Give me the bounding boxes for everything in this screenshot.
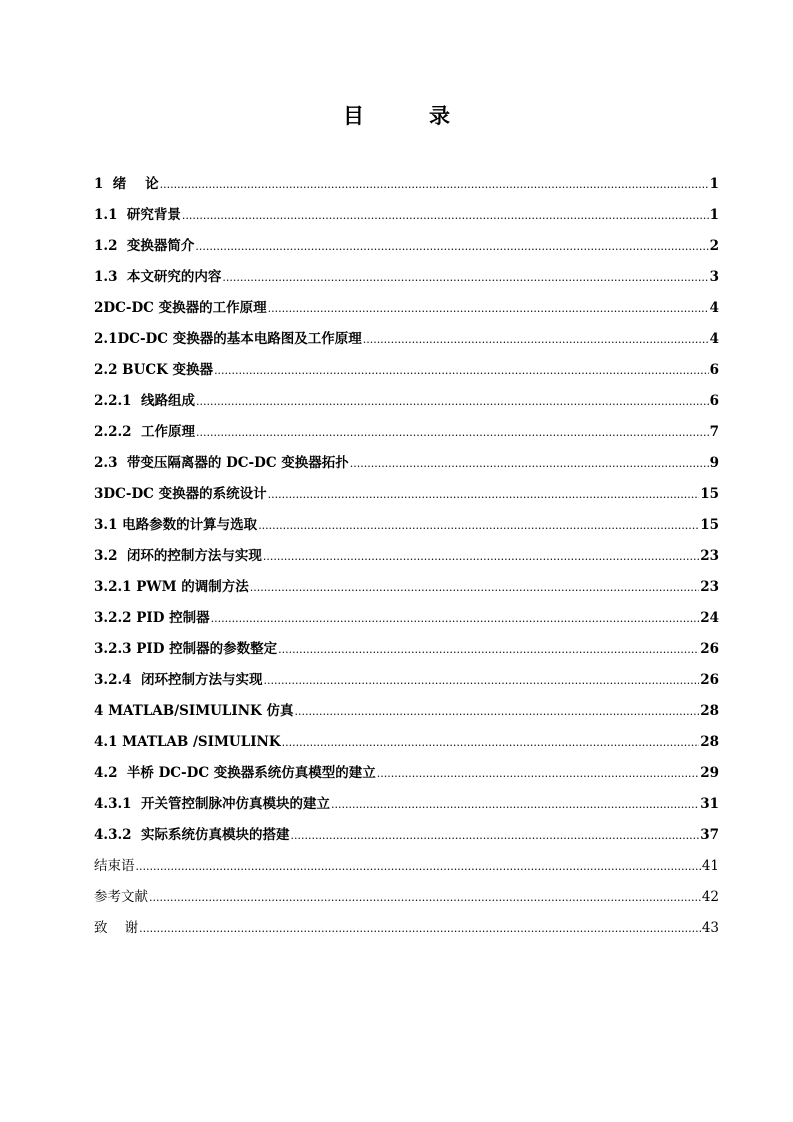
toc-entry[interactable] [94,697,719,728]
toc-entry-label: 4.1 MATLAB /SIMULINK [94,734,281,750]
dot-leader [263,543,699,571]
toc-entry-page: 28 [700,703,719,719]
toc-entry-page: 31 [700,796,719,812]
dot-leader [282,729,700,757]
toc-entry[interactable] [94,635,719,666]
toc-entry[interactable] [94,201,719,232]
toc-entry-page: 23 [700,579,719,595]
toc-entry-label: 4 MATLAB/SIMULINK 仿真 [94,703,294,719]
toc-entry-page: 4 [709,331,719,347]
dot-leader [350,450,709,478]
toc-entry-page: 3 [709,269,719,285]
toc-entry-page: 42 [701,889,719,905]
toc-entry[interactable] [94,604,719,635]
toc-entry-page: 2 [709,238,719,254]
toc-entry-label: 2.3 带变压隔离器的 DC-DC 变换器拓扑 [94,455,349,471]
toc-entry-label: 3.2.4 闭环控制方法与实现 [94,672,263,688]
toc-entry-label: 1 绪 论 [94,176,159,192]
dot-leader [149,884,701,912]
dot-leader [278,636,699,664]
dot-leader [268,295,709,323]
toc-entry[interactable] [94,914,719,945]
toc-entry-page: 41 [701,858,719,874]
dot-leader [196,419,709,447]
toc-entry-label: 1.1 研究背景 [94,207,181,223]
toc-entry-page: 1 [709,176,719,192]
toc-entry-page: 23 [700,548,719,564]
toc-entry-page: 26 [700,672,719,688]
toc-entry[interactable] [94,511,719,542]
toc-entry-label: 4.3.2 实际系统仿真模块的搭建 [94,827,290,843]
toc-entry-page: 43 [701,920,719,936]
toc-entry-page: 29 [700,765,719,781]
toc-entry-page: 15 [700,517,719,533]
toc-entry[interactable] [94,883,719,914]
toc-entry-label: 2.2.1 线路组成 [94,393,195,409]
toc-entry-page: 6 [709,362,719,378]
toc-entry-page: 1 [709,207,719,223]
toc-entry-page: 4 [709,300,719,316]
dot-leader [195,233,708,261]
toc-entry[interactable] [94,728,719,759]
toc-entry-label: 结束语 [94,858,135,874]
toc-entry-label: 2.2 BUCK 变换器 [94,362,214,378]
dot-leader [160,171,709,199]
toc-entry-page: 15 [700,486,719,502]
toc-entry-label: 3.2.3 PID 控制器的参数整定 [94,641,278,657]
toc-entry-label: 3.2.2 PID 控制器 [94,610,210,626]
dot-leader [211,605,700,633]
toc-entry[interactable] [94,387,719,418]
toc-entry-label: 参考文献 [94,889,148,905]
toc-entry-label: 3.2.1 PWM 的调制方法 [94,579,249,595]
toc-entry-page: 6 [709,393,719,409]
dot-leader [263,667,699,695]
toc-entry-label: 4.2 半桥 DC-DC 变换器系统仿真模型的建立 [94,765,376,781]
toc-entry-page: 26 [700,641,719,657]
dot-leader [222,264,708,292]
toc-entry[interactable] [94,852,719,883]
toc-entry[interactable] [94,759,719,790]
toc-entry[interactable] [94,542,719,573]
toc-entry-label: 3.2 闭环的控制方法与实现 [94,548,262,564]
toc-entry[interactable] [94,325,719,356]
toc-entry-page: 37 [700,827,719,843]
dot-leader [196,388,709,416]
toc-entry[interactable] [94,263,719,294]
toc-entry-page: 7 [709,424,719,440]
page-title: 目 录 [343,103,472,128]
toc-entry-label: 3DC-DC 变换器的系统设计 [94,486,267,502]
toc-entry[interactable] [94,573,719,604]
dot-leader [214,357,709,385]
toc-entry-page: 24 [700,610,719,626]
toc-entry-label: 2.2.2 工作原理 [94,424,195,440]
dot-leader [182,202,709,230]
toc-entry-label: 2.1DC-DC 变换器的基本电路图及工作原理 [94,331,362,347]
toc-entry-label: 3.1 电路参数的计算与选取 [94,517,258,533]
toc-entry-page: 9 [709,455,719,471]
toc-entry[interactable] [94,418,719,449]
dot-leader [377,760,699,788]
toc-entry[interactable] [94,480,719,511]
toc-entry[interactable] [94,666,719,697]
toc-entry-label: 致 谢 [94,920,139,936]
toc-entry[interactable] [94,821,719,852]
toc-entry-label: 4.3.1 开关管控制脉冲仿真模块的建立 [94,796,330,812]
table-of-contents [94,170,719,945]
dot-leader [250,574,699,602]
dot-leader [139,915,701,943]
dot-leader [136,853,701,881]
toc-entry-label: 1.2 变换器简介 [94,238,195,254]
dot-leader [363,326,709,354]
dot-leader [258,512,699,540]
toc-entry[interactable] [94,232,719,263]
toc-entry[interactable] [94,356,719,387]
toc-entry-label: 2DC-DC 变换器的工作原理 [94,300,267,316]
dot-leader [295,698,700,726]
toc-entry[interactable] [94,790,719,821]
dot-leader [331,791,699,819]
dot-leader [268,481,700,509]
dot-leader [290,822,699,850]
toc-entry-label: 1.3 本文研究的内容 [94,269,222,285]
toc-entry[interactable] [94,170,719,201]
toc-entry[interactable] [94,294,719,325]
toc-entry-page: 28 [700,734,719,750]
toc-entry[interactable] [94,449,719,480]
